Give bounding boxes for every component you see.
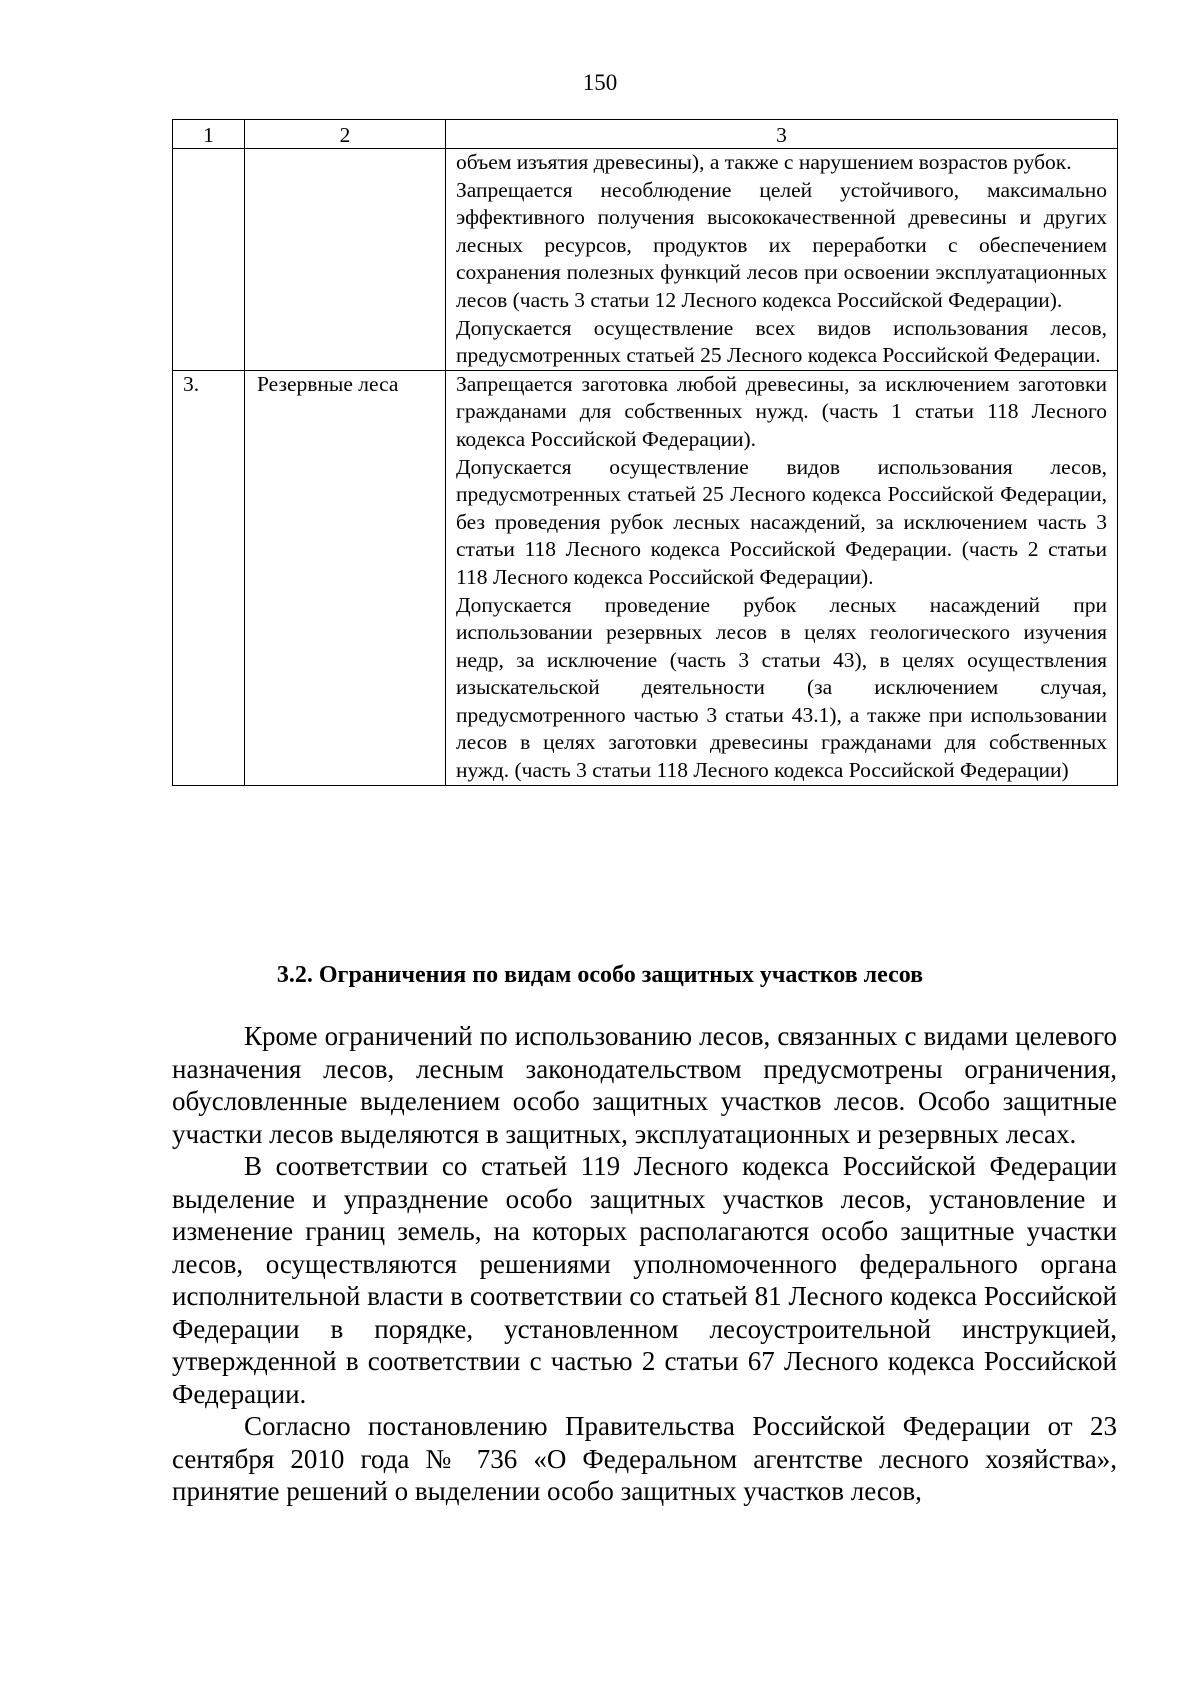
- row-number-cell: [173, 149, 245, 371]
- body-paragraph: Кроме ограничений по использованию лесов, связанных с видами целевого назначения лесов, лесным законодательством предусмотрены ограничения, обусловленные выделением особо защитных участков лесов. Особо защитные участки лесов выделяются в защитных, эксплуатационных и резервных лесах.: [172, 1021, 1117, 1149]
- cell-paragraph: Допускается осуществление видов использования лесов, предусмотренных статьей 25 Лесного кодекса Российской Федерации, без проведения рубок лесных насаждений, за исключением часть 3 статьи 118 Лесного кодекса Российской Федерации. (часть 2 статьи 118 Лесного кодекса Российской Федерации).: [456, 454, 1107, 589]
- body-paragraph: В соответствии со статьей 119 Лесного кодекса Российской Федерации выделение и упразднение особо защитных участков лесов, установление и изменение границ земель, на которых располагаются особо защитные участки лесов, осуществляются решениями уполномоченного федерального органа исполнительной власти в соответствии со статьей 81 Лесного кодекса Российской Федерации в порядке, установленном лесоустроительной инструкцией, утвержденной в соответствии с частью 2 статьи 67 Лесного кодекса Российской Федерации.: [172, 1151, 1117, 1409]
- forest-type-cell: [245, 149, 446, 371]
- cell-paragraph: Запрещается заготовка любой древесины, за исключением заготовки гражданами для собственных нужд. (часть 1 статьи 118 Лесного кодекса Российской Федерации).: [456, 371, 1107, 451]
- table-header-cell: 2: [245, 120, 446, 149]
- cell-paragraph: Запрещается несоблюдение целей устойчивого, максимально эффективного получения высококачественной древесины и других лесных ресурсов, продуктов их переработки с обеспечением сохранения полезных функций лесов при освоении эксплуатационных лесов (часть 3 статьи 12 Лесного кодекса Российской Федерации).: [456, 177, 1107, 312]
- section-body: [172, 1020, 1117, 1508]
- table-header-cell: 1: [173, 120, 245, 149]
- restrictions-table: [172, 119, 1118, 786]
- table-header-cell: 3: [446, 120, 1118, 149]
- table-row: [173, 149, 1118, 371]
- table-header-row: [173, 120, 1118, 149]
- cell-paragraph: Допускается проведение рубок лесных насаждений при использовании резервных лесов в целях геологического изучения недр, за исключение (часть 3 статьи 43), в целях осуществления изыскательской деятельности (за исключением случая, предусмотренного частью 3 статьи 43.1), а также при использовании лесов в целях заготовки древесины гражданами для собственных нужд. (часть 3 статьи 118 Лесного кодекса Российской Федерации): [456, 592, 1107, 783]
- section-heading: 3.2. Ограничения по видам особо защитных участков лесов: [276, 962, 924, 988]
- table-row: [173, 370, 1118, 785]
- forest-type-cell: Резервные леса: [245, 370, 446, 785]
- page-number: 150: [582, 70, 618, 95]
- cell-paragraph: объем изъятия древесины), а также с нарушением возрастов рубок.: [456, 150, 1072, 174]
- restrictions-cell: [446, 370, 1118, 785]
- cell-paragraph: Допускается осуществление всех видов использования лесов, предусмотренных статьей 25 Лесного кодекса Российской Федерации.: [456, 315, 1107, 368]
- restrictions-cell: [446, 149, 1118, 371]
- row-number-cell: 3.: [173, 370, 245, 785]
- body-paragraph: Согласно постановлению Правительства Российской Федерации от 23 сентября 2010 года № 736 «О Федеральном агентстве лесного хозяйства», принятие решений о выделении особо защитных участков лесов,: [172, 1411, 1117, 1506]
